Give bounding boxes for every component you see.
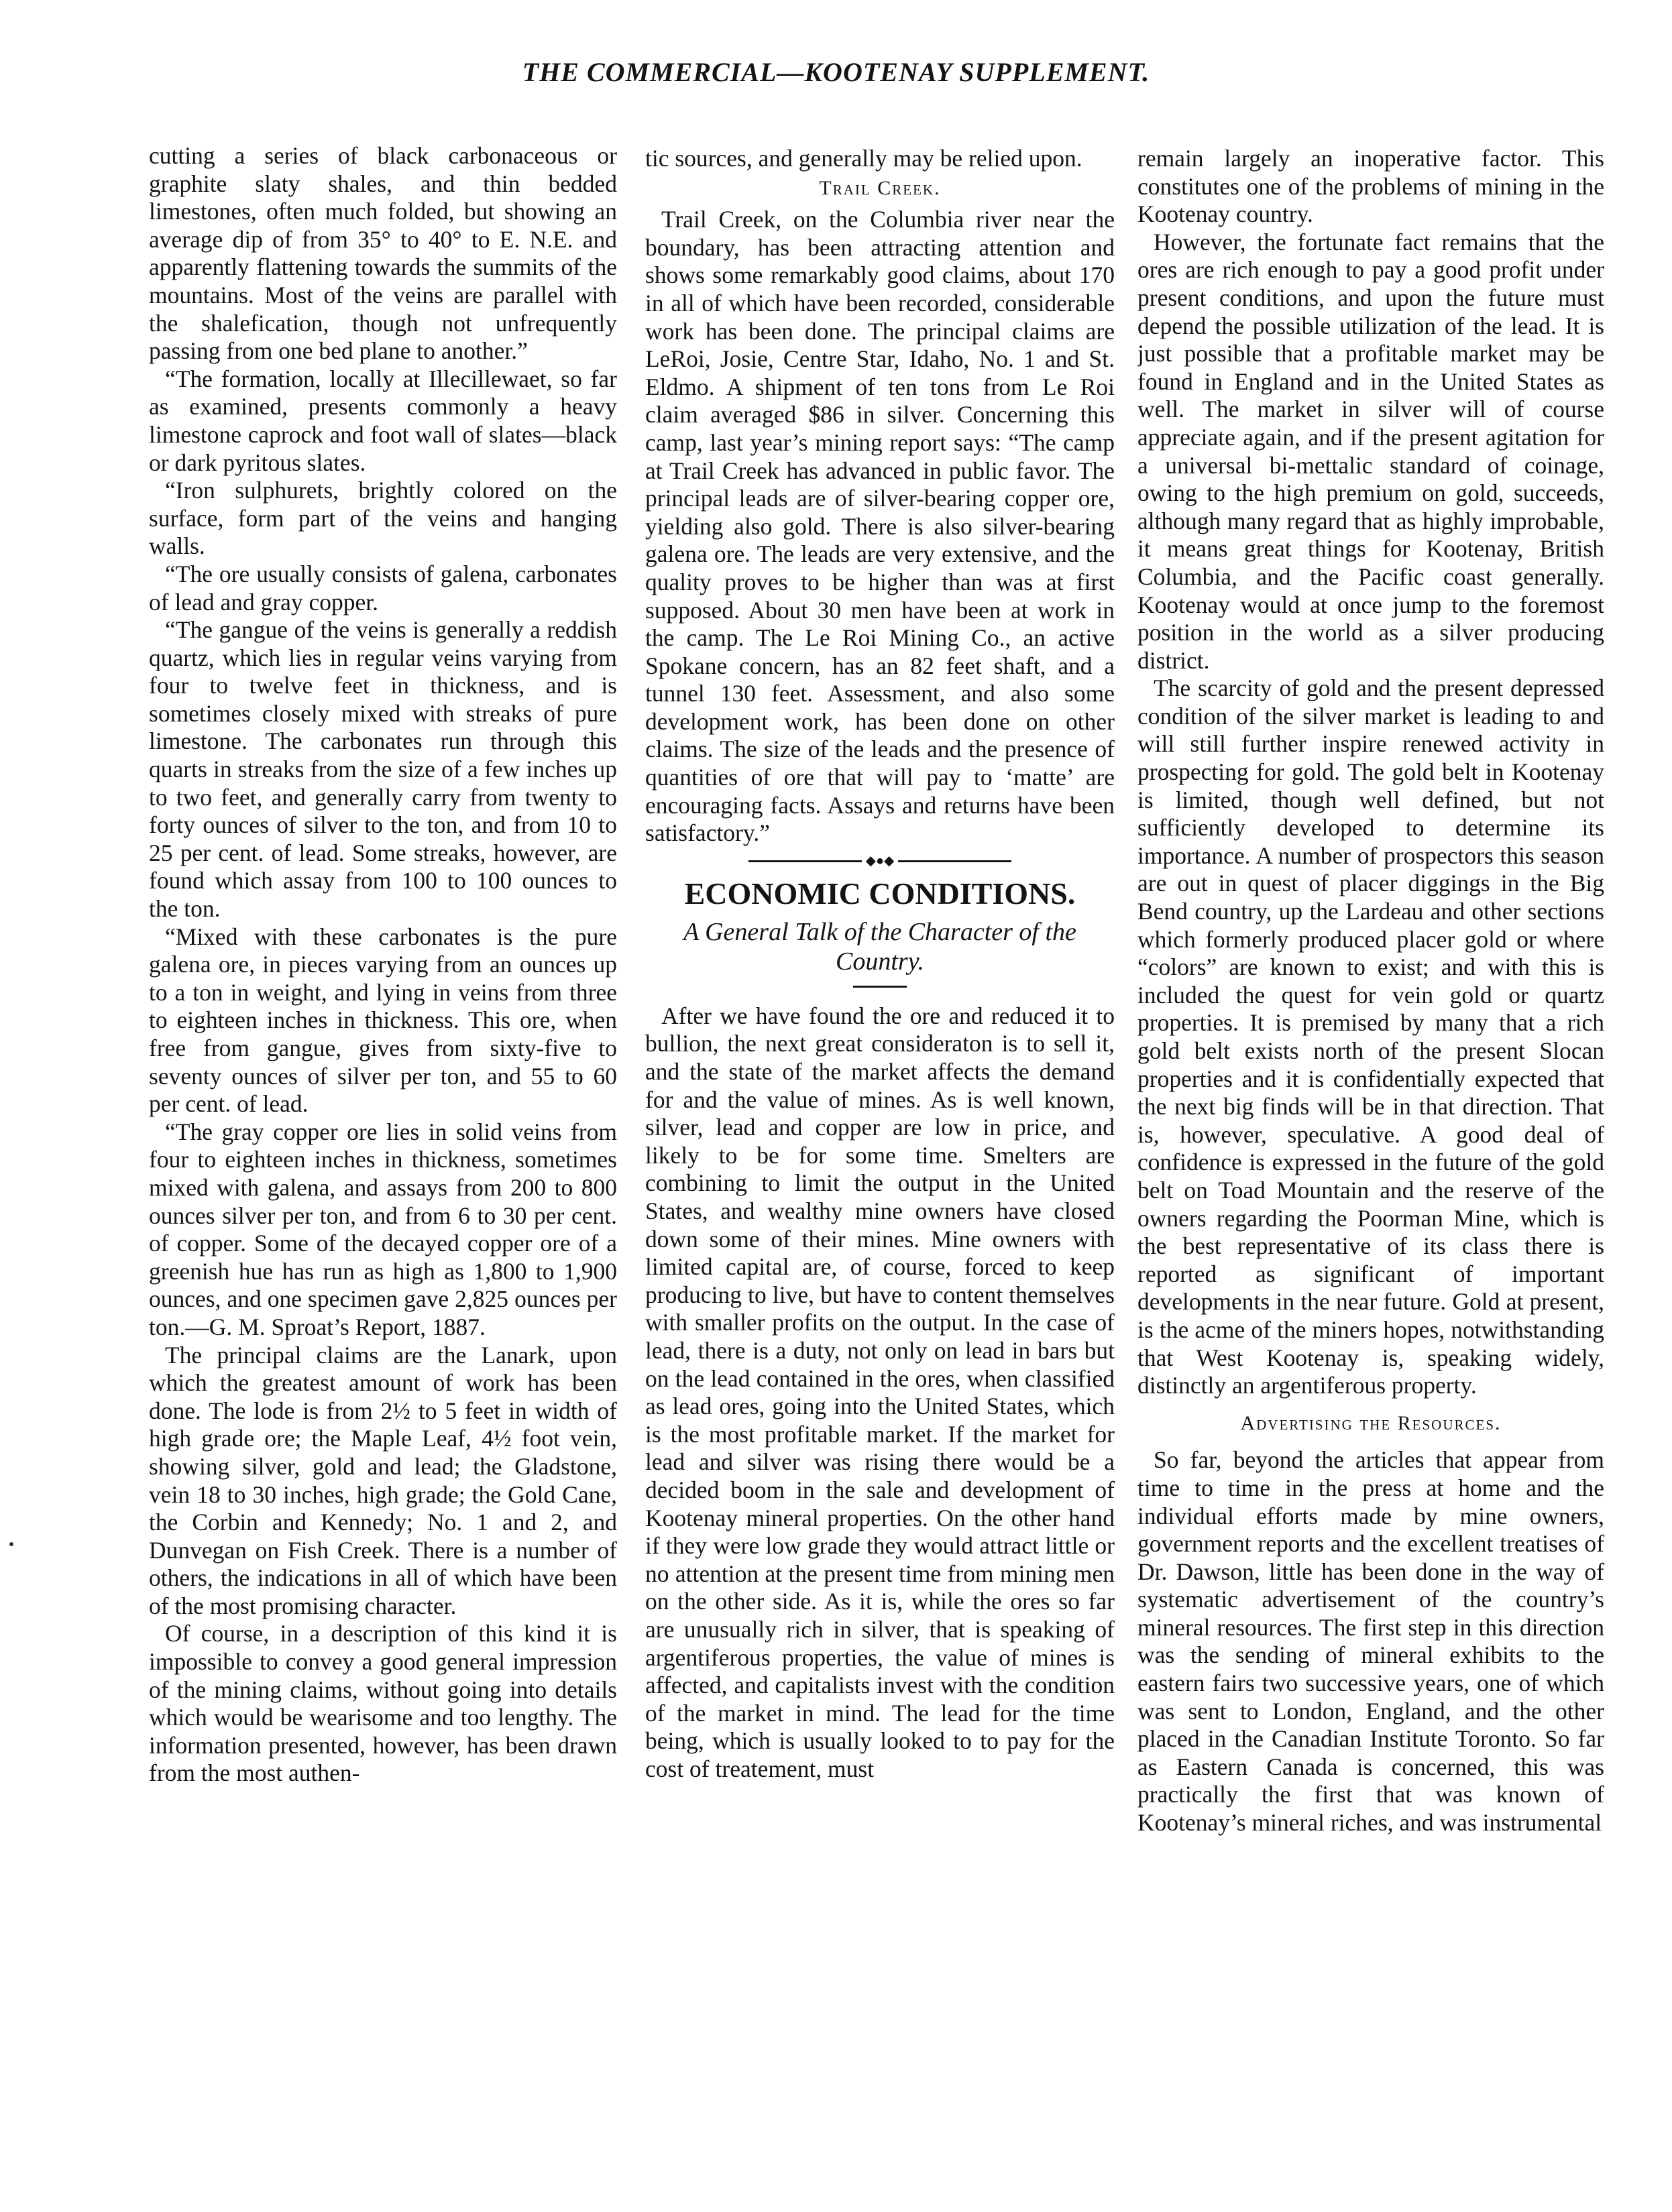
paragraph: “The ore usually consists of galena, carbonates of lead and gray copper. [149,560,617,616]
short-rule [853,986,907,988]
column-3 [1137,145,1604,2203]
paragraph: tic sources, and generally may be relied upon. [645,145,1082,172]
paragraph: remain largely an inoperative factor. This constitutes one of the problems of mining in the Kootenay country. [1137,145,1604,228]
paragraph: “The gray copper ore lies in solid veins from four to eighteen inches in thickness, sometimes mixed with galena, and assays from 200 to 800 ounces silver per ton, and from 6 to 30 per cent. of copper. Some of the decayed copper ore of a greenish hue has run as high as 1,800 to 1,900 ounces, and one specimen gave 2,825 ounces per ton.—G. M. Sproat’s Report, 1887. [149,1118,617,1340]
column-2 [645,145,1115,2203]
paragraph: “The gangue of the veins is generally a reddish quartz, which lies in regular veins varying from four to twelve feet in thickness, and is sometimes closely mixed with streaks of pure limestone. The carbonates run through this quarts in streaks from the size of a few inches up to two feet, and generally carry from twenty to forty ounces of silver to the ton, and from 10 to 25 per cent. of lead. Some streaks, however, are found which assay from 100 to 100 ounces to the ton. [149,616,617,923]
ornament-icon: ◆●◆ [862,854,899,868]
article-deck: A General Talk of the Character of the Country. [683,917,1076,976]
section-heading-advertising: Advertising the Resources. [1240,1411,1502,1434]
column-1 [149,142,617,2201]
paragraph: The scarcity of gold and the present depressed condition of the silver market is leading to and will still further inspire renewed activity in prospecting for gold. The gold belt in Kootenay is limited, though well defined, but not sufficiently developed to determine its importance. A number of prospectors this season are out in quest of placer diggings in the Big Bend country, up the Lardeau and other sections which formerly produced placer gold or where “colors” are known to exist; and with this is included the quest for vein gold or quartz properties. It is premised by many that a rich gold belt exists north of the present Slocan properties and it is confidentially expected that the next big finds will be in that direction. That is, however, speculative. A good deal of confidence is expressed in the future of the gold belt on Toad Mountain and the reserve of the owners regarding the Poorman Mine, which is the best representative of its class there is reported as significant of important developments in the near future. Gold at present, is the acme of the miners hopes, notwithstanding that West Kootenay is, speaking widely, distinctly an argentiferous property. [1137,675,1604,1399]
article-headline: ECONOMIC CONDITIONS. [684,876,1076,911]
paragraph: After we have found the ore and reduced it to bullion, the next great consideraton is to sell it, and the state of the market affects the demand for and the value of mines. As is well known, silver, lead and copper are low in price, and likely to be for some time. Smelters are combining to limit the output in the United States, and wealthy mine owners have closed down some of their mines. Mine owners with limited capital are, of course, forced to keep producing to live, but have to content themselves with smaller profits on the output. In the case of lead, there is a duty, not only on lead in bars but on the lead contained in the ores, when classified as lead ores, going into the United States, which is the most profitable market. If the market for lead and silver was rising there would be a decided boom in the sale and development of Kootenay mineral properties. On the other hand if they were low grade they would attract little or no attention at the present time from mining men on the other side. As it is, while the ores so far are unusually rich in silver, that is speaking of argentiferous properties, the value of mines is affected, and capitalists invest with the condition of the market in mind. The lead for the time being, which is usually looked to to pay for the cost of treatement, must [645,1002,1115,1782]
paragraph: The principal claims are the Lanark, upon which the greatest amount of work has been done. The lode is from 2½ to 5 feet in width of high grade ore; the Maple Leaf, 4½ foot vein, showing silver, gold and lead; the Gladstone, vein 18 to 30 inches, high grade; the Gold Cane, the Corbin and Kennedy; No. 1 and 2, and Dunvegan on Fish Creek. There is a number of others, the indications in all of which have been of the most promising character. [149,1341,617,1619]
paragraph: cutting a series of black carbonaceous or graphite slaty shales, and thin bedded limestones, often much folded, but showing an average dip of from 35° to 40° to E. N.E. and apparently flattening towards the summits of the mountains. Most of the veins are parallel with the shalefication, though not unfrequently passing from one bed plane to another.” [149,142,617,365]
paragraph: “Mixed with these carbonates is the pure galena ore, in pieces varying from an ounces up to a ton in weight, and lying in veins from three to eighteen inches in thickness. This ore, when free from gangue, gives from sixty-five to seventy ounces of silver per ton, and 55 to 60 per cent. of lead. [149,923,617,1118]
running-head: THE COMMERCIAL—KOOTENAY SUPPLEMENT. [522,57,1150,87]
paragraph: “Iron sulphurets, brightly colored on the surface, form part of the veins and hanging walls. [149,477,617,560]
ornamental-rule [645,854,1115,868]
paragraph: So far, beyond the articles that appear from time to time in the press at home and the individual efforts made by mine owners, government reports and the excellent treatises of Dr. Dawson, little has been done in the way of systematic advertisement of the country’s mineral resources. The first step in this direction was the sending of mineral exhibits to the eastern fairs two successive years, one of which was sent to London, England, and the other placed in the Canadian Institute Toronto. So far as Eastern Canada is concerned, this was practically the first that was known of Kootenay’s mineral riches, and was instrumental [1137,1446,1604,1837]
paragraph: “The formation, locally at Illecillewaet, so far as examined, presents commonly a heavy limestone caprock and foot wall of slates—black or dark pyritous slates. [149,365,617,476]
paragraph: However, the fortunate fact remains that the ores are rich enough to pay a good profit under present conditions, and upon the future must depend the possible utilization of the lead. It is just possible that a profitable market may be found in England and in the United States as well. The market in silver will of course appreciate again, and if the present agitation for a universal bi-mettalic standard of coinage, owing to the high premium on gold, succeeds, although many regard that as highly improbable, it means great things for Kootenay, British Columbia, and the Pacific coast generally. Kootenay would at once jump to the foremost position in the world as a silver producing district. [1137,228,1604,674]
paragraph: Trail Creek, on the Columbia river near the boundary, has been attracting attention and shows some remarkably good claims, about 170 in all of which have been recorded, considerable work has been done. The principal claims are LeRoi, Josie, Centre Star, Idaho, No. 1 and St. Eldmo. A shipment of ten tons from Le Roi claim averaged $86 in silver. Concerning this camp, last year’s mining report says: “The camp at Trail Creek has advanced in public favor. The principal leads are of silver-bearing copper ore, yielding also gold. There is also silver-bearing galena ore. The leads are very extensive, and the quality proves to be higher than was at first supposed. About 30 men have been at work in the camp. The Le Roi Mining Co., an active Spokane concern, has an 82 feet shaft, and a tunnel 130 feet. Assessment, and also some development work, has been done on other claims. The size of the leads and the presence of quantities of ore that will pay to ‘matte’ are encouraging facts. Assays and returns have been satisfactory.” [645,206,1115,847]
paragraph: Of course, in a description of this kind it is impossible to convey a good general impression of the mining claims, without going into details which would be wearisome and too lengthy. The information presented, however, has been drawn from the most authen- [149,1620,617,1787]
print-speck [9,1542,13,1546]
section-heading-trail-creek: Trail Creek. [819,176,941,199]
